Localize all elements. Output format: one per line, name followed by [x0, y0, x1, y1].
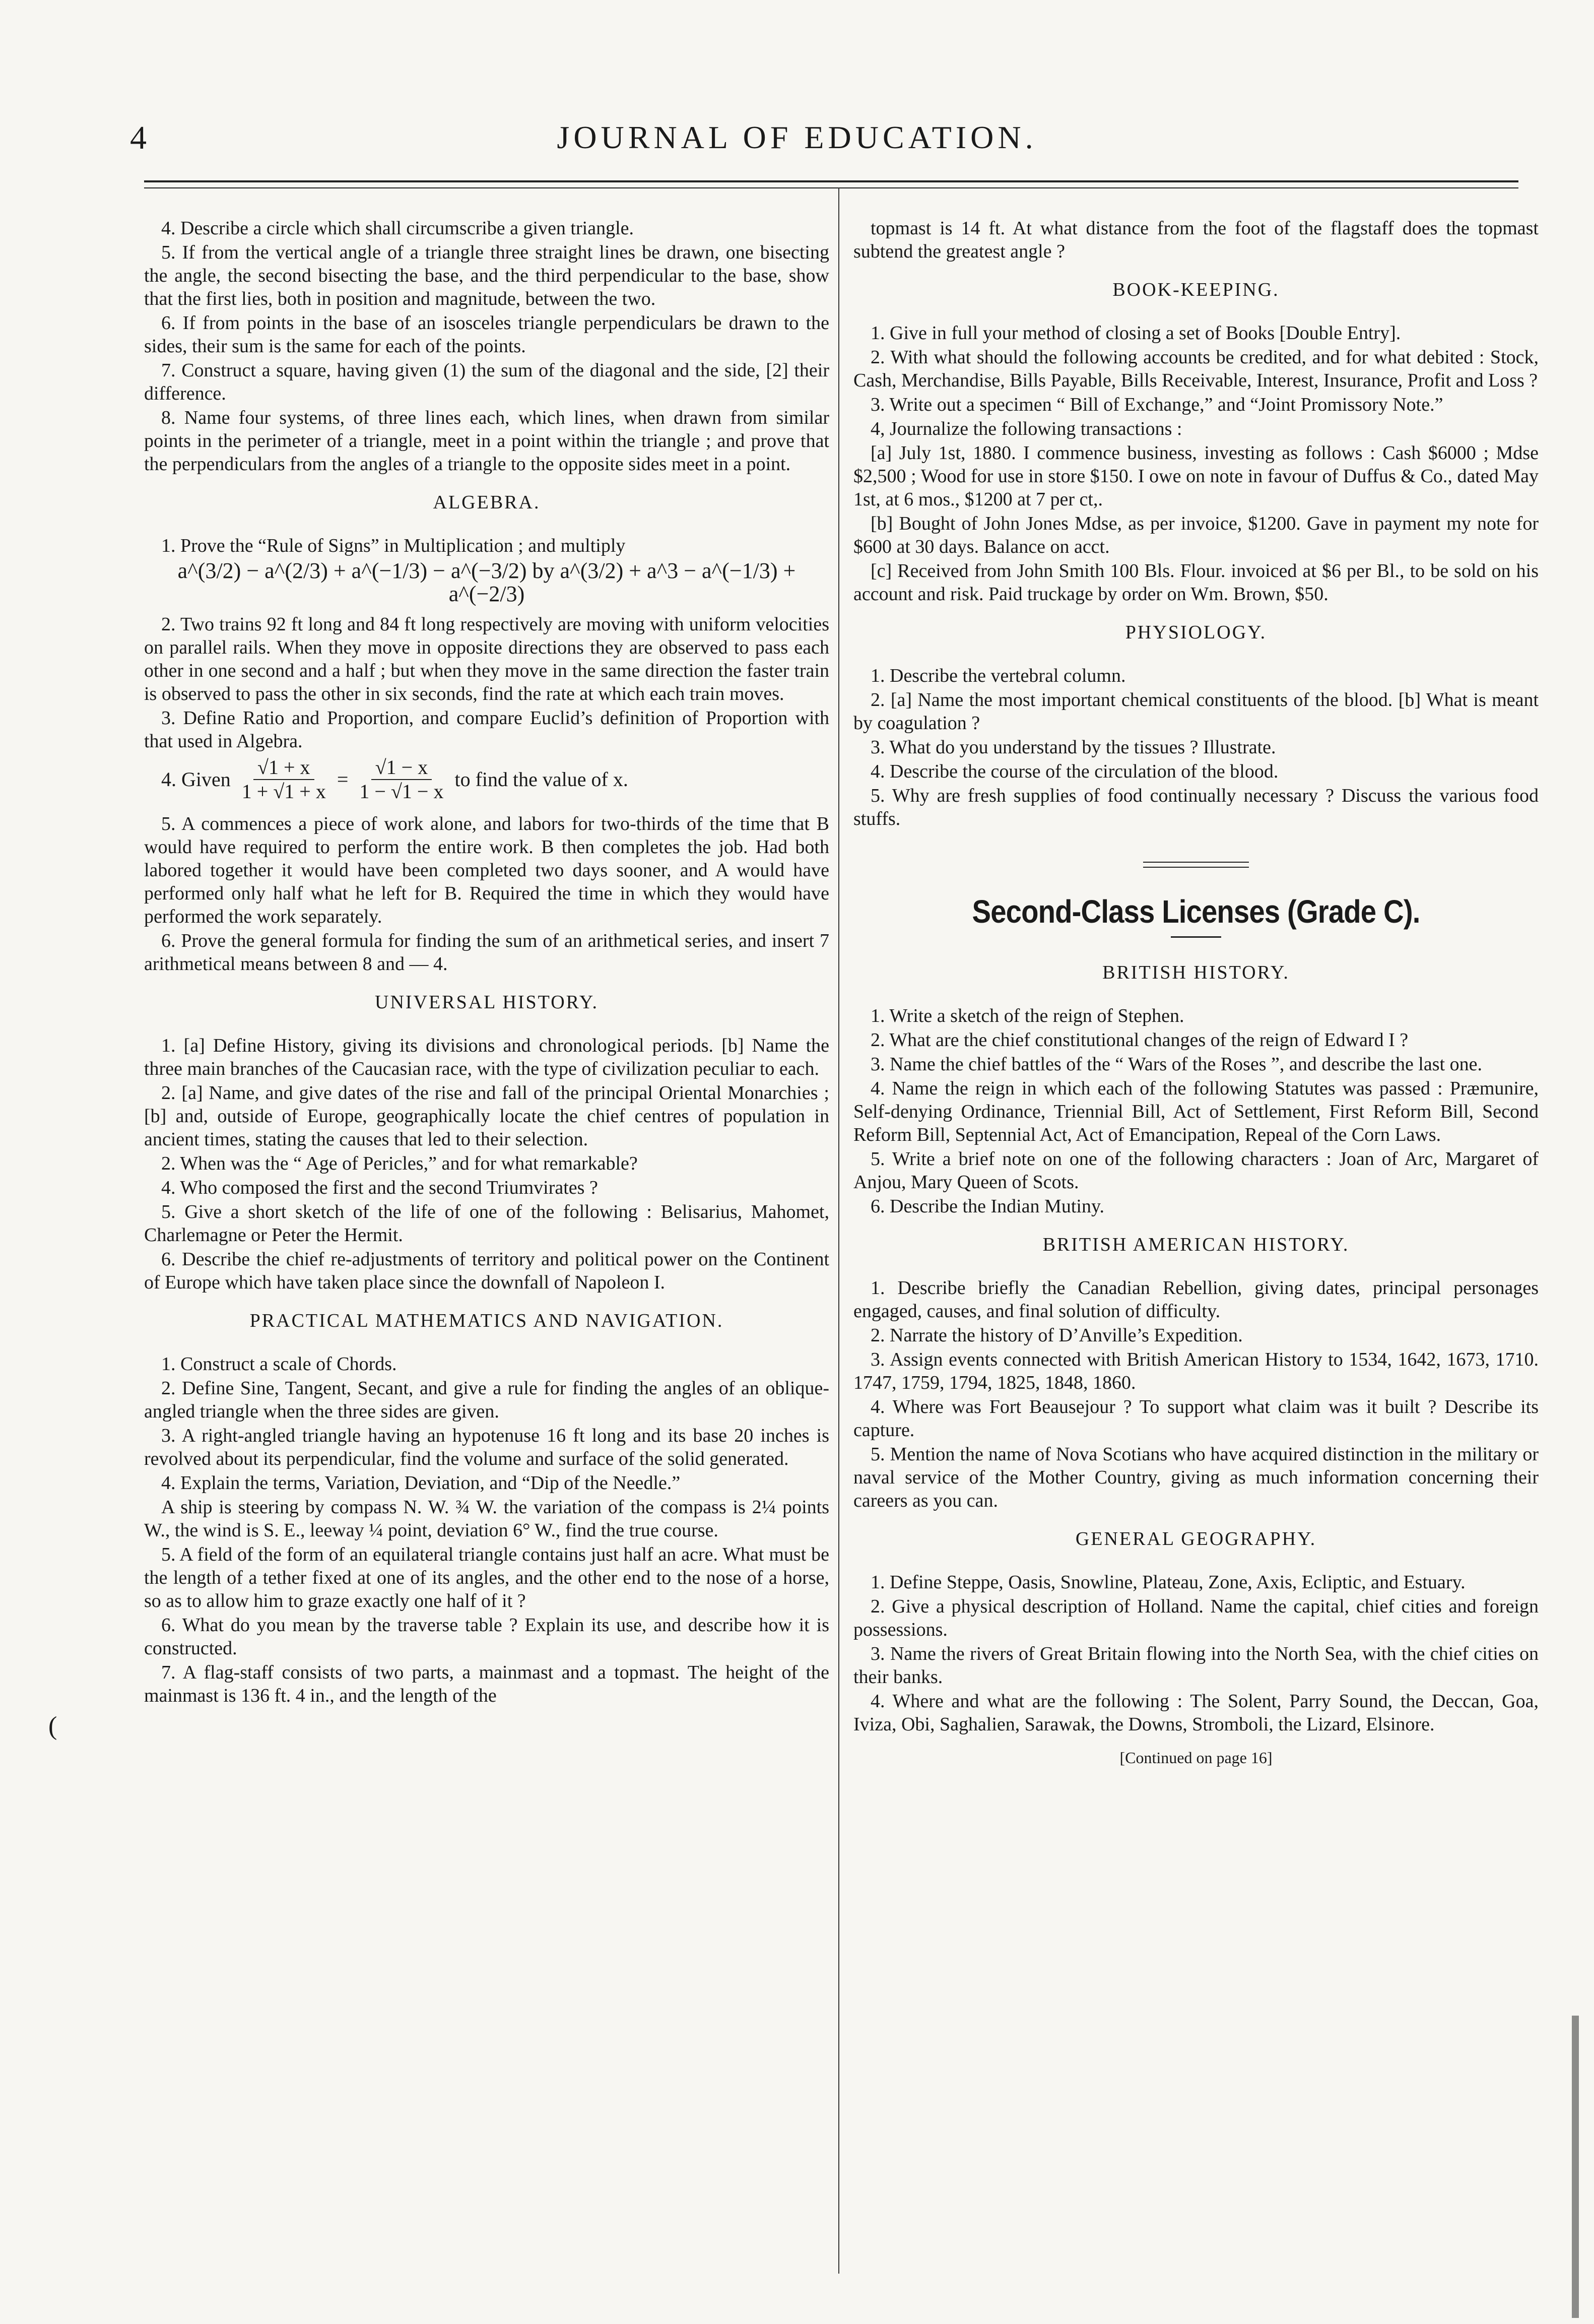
column-divider	[838, 187, 839, 2274]
question: 3. A right-angled triangle having an hypotenuse 16 ft long and its base 20 inches is revolved about its perpendicular, find the volume and surface of the solid generated.	[144, 1425, 829, 1469]
question: 5. Why are fresh supplies of food continually necessary ? Discuss the various food stuffs.	[853, 785, 1539, 829]
question: 7. A flag-staff consists of two parts, a mainmast and a topmast. The height of the mainmast is 136 ft. 4 in., and the length of the	[144, 1662, 829, 1706]
fraction-numerator: √1 + x	[253, 756, 314, 780]
section-heading-book-keeping: BOOK-KEEPING.	[1112, 279, 1280, 300]
question: 2. [a] Name, and give dates of the rise and fall of the principal Oriental Monarchies ; [b] and, outside of Europe, geographically locate the chief centres of population in ancient times, stating the causes that led to their selection.	[144, 1082, 829, 1150]
section-heading-british-american-history: BRITISH AMERICAN HISTORY.	[1042, 1234, 1350, 1255]
question: 1. Write a sketch of the reign of Stephen.	[871, 1005, 1184, 1026]
algebra-question-3: 3. Define Ratio and Proportion, and compare Euclid’s definition of Proportion with that used in Algebra.	[144, 707, 829, 752]
fraction-denominator: 1 − √1 − x	[359, 780, 444, 803]
question: 5. Write a brief note on one of the following characters : Joan of Arc, Margaret of Anjou, Mary Queen of Scots.	[853, 1148, 1539, 1193]
question: 3. Write out a specimen “ Bill of Exchange,” and “Joint Promissory Note.”	[871, 394, 1443, 415]
question: 2. Narrate the history of D’Anville’s Expedition.	[871, 1325, 1243, 1346]
section-title-rule	[1171, 936, 1221, 938]
question: 4. Name the reign in which each of the following Statutes was passed : Præmunire, Self-denying Ordinance, Triennial Bill, Act of Settlement, First Reform Bill, Second Reform Bill, Septennial Act, Act of Emancipation, Repeal of the Corn Laws.	[853, 1078, 1539, 1145]
question: 4. Who composed the first and the second Triumvirates ?	[161, 1177, 598, 1198]
page-edge-shadow	[1572, 2016, 1579, 2318]
equals-sign: =	[337, 768, 349, 791]
question: 1. [a] Define History, giving its divisions and chronological periods. [b] Name the three main branches of the Caucasian race, with the type of civilization peculiar to each.	[144, 1035, 829, 1079]
question: 6. What do you mean by the traverse table ? Explain its use, and describe how it is constructed.	[144, 1615, 829, 1659]
question: [a] July 1st, 1880. I commence business, investing as follows : Cash $6000 ; Mdse $2,500 ; Wood for use in store $150. I owe on note in favour of Duffus & Co., dated May 1st, at 6 mos., $1200 at 7 per ct,.	[853, 442, 1539, 510]
question: 2. What are the chief constitutional changes of the reign of Edward I ?	[871, 1029, 1409, 1051]
running-title: JOURNAL OF EDUCATION.	[557, 119, 1037, 155]
section-heading-physiology: PHYSIOLOGY.	[1125, 622, 1267, 643]
algebra-question-5: 5. A commences a piece of work alone, and labors for two-thirds of the time that B would have required to perform the entire work. B then completes the job. Had both labored together it would have been completed two days sooner, and A would have performed only half what he left for B. Required the time in which they would have performed the work separately.	[144, 813, 829, 927]
margin-mark: (	[48, 1712, 57, 1740]
question: 1. Describe briefly the Canadian Rebellion, giving dates, principal personages engaged, causes, and final solution of difficulty.	[853, 1277, 1539, 1322]
fraction-left	[238, 756, 330, 803]
question: 4. Where was Fort Beausejour ? To support what claim was it built ? Describe its capture.	[853, 1396, 1539, 1441]
question: 2. When was the “ Age of Pericles,” and for what remarkable?	[161, 1153, 638, 1174]
algebra-question-1: 1. Prove the “Rule of Signs” in Multiplication ; and multiply	[161, 535, 626, 556]
question: 3. Assign events connected with British American History to 1534, 1642, 1673, 1710. 1747, 1759, 1794, 1825, 1848, 1860.	[853, 1349, 1539, 1393]
question: 5. Mention the name of Nova Scotians who have acquired distinction in the military or naval service of the Mother Country, giving as much information concerning their careers as you can.	[853, 1444, 1539, 1511]
question: 1. Construct a scale of Chords.	[161, 1353, 397, 1375]
question: 2. With what should the following accounts be credited, and for what debited : Stock, Cash, Merchandise, Bills Payable, Bills Receivable, Interest, Insurance, Profit and Loss ?	[853, 347, 1539, 391]
right-column	[853, 217, 1539, 1769]
question: 5. If from the vertical angle of a triangle three straight lines be drawn, one bisecting the angle, the second bisecting the base, and the third perpendicular to the base, show that the first lies, both in position and magnitude, between the two.	[144, 242, 829, 309]
question: 6. If from points in the base of an isosceles triangle perpendiculars be drawn to the sides, their sum is the same for each of the points.	[144, 312, 829, 357]
question: 2. [a] Name the most important chemical constituents of the blood. [b] What is meant by coagulation ?	[853, 689, 1539, 734]
section-heading-universal-history: UNIVERSAL HISTORY.	[375, 992, 599, 1013]
fraction-denominator: 1 + √1 + x	[241, 780, 326, 803]
algebra-question-6: 6. Prove the general formula for finding the sum of an arithmetical series, and insert 7 arithmetical means between 8 and — 4.	[144, 930, 829, 975]
geometry-questions	[144, 217, 829, 476]
question: 1. Define Steppe, Oasis, Snowline, Plateau, Zone, Axis, Ecliptic, and Estuary.	[871, 1572, 1466, 1593]
formula-prefix: 4. Given	[161, 768, 231, 791]
fraction-numerator: √1 − x	[371, 756, 432, 780]
question: 3. Name the chief battles of the “ Wars of the Roses ”, and describe the last one.	[871, 1054, 1482, 1075]
fraction-right	[355, 756, 447, 803]
question: 6. Describe the chief re-adjustments of territory and political power on the Continent of Europe which have taken place since the downfall of Napoleon I.	[144, 1249, 829, 1293]
section-heading-british-history: BRITISH HISTORY.	[1102, 962, 1290, 983]
question: 3. Name the rivers of Great Britain flowing into the North Sea, with the chief cities on their banks.	[853, 1643, 1539, 1688]
question: 4. Explain the terms, Variation, Deviation, and “Dip of the Needle.”	[161, 1472, 681, 1494]
question: 4, Journalize the following transactions :	[871, 418, 1182, 439]
section-divider	[1143, 862, 1249, 868]
left-column	[144, 217, 829, 1708]
algebra-question-2: 2. Two trains 92 ft long and 84 ft long respectively are moving with uniform velocities on parallel rails. When they move in opposite directions they are observed to pass each other in one second and a half ; but when they move in the same direction the faster train is observed to pass the other in six seconds, find the rate at which each train moves.	[144, 614, 829, 704]
question: 1. Give in full your method of closing a set of Books [Double Entry].	[871, 322, 1401, 344]
question: 2. Define Sine, Tangent, Secant, and give a rule for finding the angles of an oblique-angled triangle when the three sides are given.	[144, 1378, 829, 1422]
section-heading-algebra: ALGEBRA.	[433, 492, 541, 513]
question: 4. Where and what are the following : The Solent, Parry Sound, the Deccan, Goa, Iviza, Obi, Saghalien, Sarawak, the Downs, Stromboli, the Lizard, Elsinore.	[853, 1691, 1539, 1735]
question: [b] Bought of John Jones Mdse, as per invoice, $1200. Gave in payment my note for $600 at 30 days. Balance on acct.	[853, 513, 1539, 557]
question: [c] Received from John Smith 100 Bls. Flour. invoiced at $6 per Bl., to be sold on his account and risk. Paid truckage by order on Wm. Brown, $50.	[853, 560, 1539, 605]
question: A ship is steering by compass N. W. ¾ W. the variation of the compass is 2¼ points W., the wind is S. E., leeway ¼ point, deviation 6° W., find the true course.	[144, 1497, 829, 1541]
page-number: 4	[130, 119, 147, 156]
formula-suffix: to find the value of x.	[454, 768, 628, 791]
section-heading-practical-mathematics: PRACTICAL MATHEMATICS AND NAVIGATION.	[249, 1310, 724, 1331]
question: 2. Give a physical description of Holland. Name the capital, chief cities and foreign possessions.	[853, 1596, 1539, 1640]
question: 3. What do you understand by the tissues ? Illustrate.	[871, 737, 1276, 758]
section-title: Second-Class Licenses (Grade C).	[972, 893, 1420, 930]
question: 4. Describe a circle which shall circumscribe a given triangle.	[161, 218, 634, 239]
section-heading-general-geography: GENERAL GEOGRAPHY.	[1075, 1528, 1317, 1550]
question: 6. Describe the Indian Mutiny.	[871, 1196, 1104, 1217]
question: 4. Describe the course of the circulation of the blood.	[871, 761, 1279, 782]
header-rule-thin	[144, 187, 1518, 188]
algebra-question-4	[144, 756, 829, 803]
question: 1. Describe the vertebral column.	[871, 665, 1126, 686]
continued-note: [Continued on page 16]	[1119, 1749, 1273, 1767]
question: 8. Name four systems, of three lines each, which lines, when drawn from similar points in the perimeter of a triangle, meet in a point within the triangle ; and prove that the perpendiculars from the angles of a triangle to the opposite sides meet in a point.	[144, 407, 829, 475]
header-rule	[144, 180, 1518, 182]
continued-question: topmast is 14 ft. At what distance from the foot of the flagstaff does the topmast subtend the greatest angle ?	[853, 218, 1539, 262]
question: 5. A field of the form of an equilateral triangle contains just half an acre. What must be the length of a tether fixed at one of its angles, and the other end to the nose of a horse, so as to allow him to graze exactly one half of it ?	[144, 1544, 829, 1611]
algebra-expression: a^(3/2) − a^(2/3) + a^(−1/3) − a^(−3/2) by a^(3/2) + a^3 − a^(−1/3) + a^(−2/3)	[177, 558, 796, 606]
question: 7. Construct a square, having given (1) the sum of the diagonal and the side, [2] their difference.	[144, 360, 829, 404]
question: 5. Give a short sketch of the life of one of the following : Belisarius, Mahomet, Charlemagne or Peter the Hermit.	[144, 1201, 829, 1246]
